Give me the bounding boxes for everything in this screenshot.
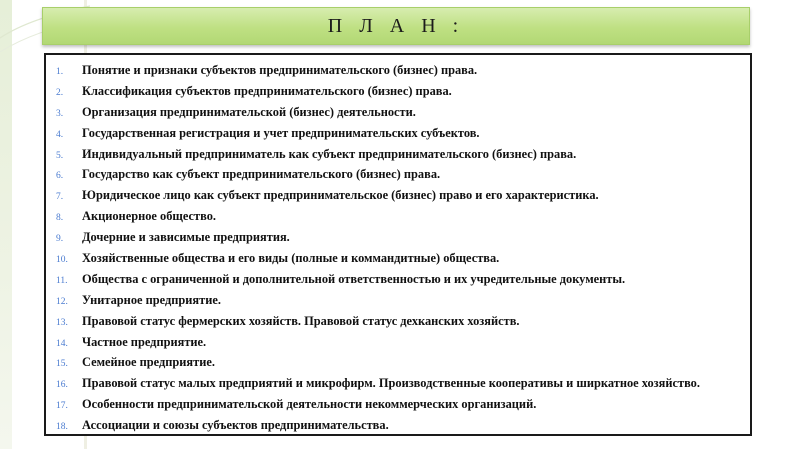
list-item-text: Особенности предпринимательской деятельности некоммерческих организаций. (82, 397, 537, 412)
list-item (46, 206, 750, 227)
list-item (46, 227, 750, 248)
list-item-text: Юридическое лицо как субъект предпринимательское (бизнес) право и его характеристика. (82, 188, 599, 203)
list-item-text: Ассоциации и союзы субъектов предпринимательства. (82, 418, 389, 433)
list-item (46, 248, 750, 269)
list-item-text: Организация предпринимательской (бизнес) деятельности. (82, 104, 416, 119)
page-title: П Л А Н : (327, 14, 465, 37)
list-item-text: Общества с ограниченной и дополнительной ответственностью и их учредительные документы. (82, 271, 626, 286)
list-item (46, 290, 750, 311)
list-item (46, 60, 750, 81)
list-item-number: 11. (56, 275, 68, 286)
list-item-number: 7. (56, 192, 64, 203)
list-item-text: Унитарное предприятие. (82, 292, 221, 307)
list-item-number: 3. (56, 108, 64, 119)
list-item-text: Индивидуальный предприниматель как субъект предпринимательского (бизнес) права. (82, 146, 577, 161)
list-item (46, 332, 750, 353)
list-item-text: Классификация субъектов предпринимательского (бизнес) права. (82, 83, 452, 98)
list-item-number: 12. (56, 296, 68, 307)
list-item-number: 14. (56, 338, 68, 349)
list-item-number: 4. (56, 129, 64, 140)
list-item (46, 123, 750, 144)
plan-list (46, 55, 750, 436)
list-item (46, 164, 750, 185)
list-item-number: 10. (56, 255, 68, 266)
list-item (46, 415, 750, 436)
list-item (46, 311, 750, 332)
list-item-text: Правовой статус малых предприятий и микрофирм. Производственные кооперативы и ширкатное хозяйство. (82, 376, 700, 391)
list-item-number: 5. (56, 150, 64, 161)
list-item (46, 352, 750, 373)
list-item-number: 18. (56, 422, 68, 433)
list-item (46, 269, 750, 290)
list-item-number: 17. (56, 401, 68, 412)
list-item-text: Частное предприятие. (82, 334, 207, 349)
list-item-number: 2. (56, 87, 64, 98)
list-item (46, 81, 750, 102)
list-item-number: 6. (56, 171, 64, 182)
list-item (46, 102, 750, 123)
list-item-text: Семейное предприятие. (82, 355, 215, 370)
list-item-text: Государственная регистрация и учет предпринимательских субъектов. (82, 125, 480, 140)
list-item-number: 8. (56, 213, 64, 224)
list-item-text: Дочерние и зависимые предприятия. (82, 230, 290, 245)
list-item-number: 16. (56, 380, 68, 391)
list-item-number: 15. (56, 359, 68, 370)
list-item-text: Акционерное общество. (82, 209, 217, 224)
list-item-text: Понятие и признаки субъектов предпринимательского (бизнес) права. (82, 63, 478, 77)
list-item-text: Государство как субъект предпринимательского (бизнес) права. (82, 167, 441, 182)
list-item-number: 1. (56, 67, 64, 77)
list-item-text: Правовой статус фермерских хозяйств. Правовой статус дехканских хозяйств. (82, 313, 520, 328)
list-item-text: Хозяйственные общества и его виды (полные и коммандитные) общества. (82, 251, 500, 266)
title-bar (42, 7, 750, 45)
list-item (46, 144, 750, 165)
list-item (46, 373, 750, 394)
list-item (46, 394, 750, 415)
plan-box (44, 53, 752, 436)
list-item (46, 185, 750, 206)
list-item-number: 9. (56, 234, 64, 245)
list-item-number: 13. (56, 317, 68, 328)
